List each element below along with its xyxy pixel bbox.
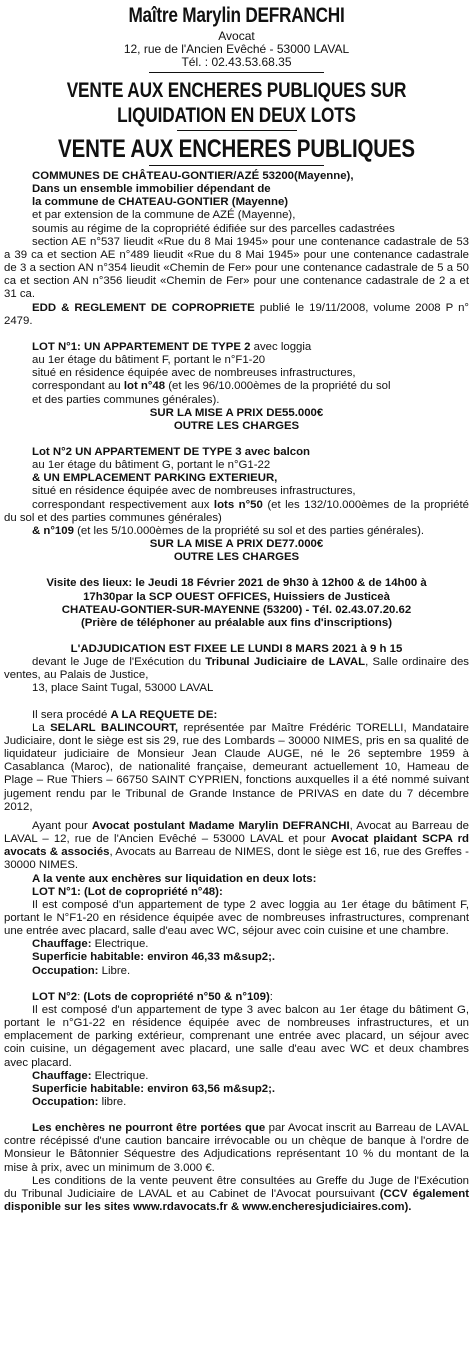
requete-text: La [32,721,51,734]
lot2-label: LOT N°2 [32,990,78,1003]
main-title: VENTE AUX ENCHERES PUBLIQUES SUR LIQUIDATION EN DEUX LOTS [66,79,407,127]
lot2-text: (et les 132/10.000èmes de la propriété du sol et des parties communes générales) [4,498,469,524]
divider [177,130,297,131]
parcels-paragraph: section AE n°537 lieudit «Rue du 8 Mai 1945» pour une contenance cadastrale de 53 a 39 ca et section AE n°489 lieudit «Rue du 8 Mai 1945» pour une contenance cadastrale de 3 a section AN n°354 lieudit «Chemin de Fer» pour une contenance cadastrale de 5 a 50 ca et section AN n°356 lieudit «Chemin de Fer» pour une contenance cadastrale de 2 a et 31 ca. [4,235,469,301]
lot1-lot-number: lot n°48 [123,380,166,393]
avocat-paragraph [4,820,469,873]
vente-lot1-title: LOT N°1: (Lot de copropriété n°48): [32,885,223,898]
vente-title: A la vente aux enchères sur liquidation en deux lots: [32,872,317,885]
requete-label: A LA REQUETE DE: [110,708,218,721]
requete-text: Il sera procédé [32,708,111,721]
lot1-price: SUR LA MISE A PRIX DE55.000€ [149,406,324,419]
lot1-title [4,341,469,354]
lot2-line [4,525,469,538]
encheres-paragraph [4,1122,469,1175]
lawyer-address: 12, rue de l'Ancien Evêché - 53000 LAVAL [123,42,350,56]
divider [149,165,324,166]
lawyer-name: Maître Marylin DEFRANCHI [128,4,345,27]
adjudication-text: , Salle ordinaire des ventes, au Palais de Justice, [4,656,469,682]
occupation-value: Libre. [98,964,131,977]
chauffage-value: Electrique. [91,1069,149,1082]
vente-lot2-occupation [4,1096,469,1109]
edd-text: publié le 19/11/2008, volume 2008 P n° 2479. [4,301,469,327]
visit-line: Visite des lieux: le Jeudi 18 Février 2021 de 9h30 à 12h00 & de 14h00 à [46,577,427,590]
lot2-sep: : [269,990,273,1003]
vente-lot2-surface: Superficie habitable: environ 63,56 m&sup2;. [32,1082,276,1095]
lot2-line: au 1er étage du bâtiment G, portant le n°G1-22 [32,459,271,472]
vente-lot1-desc: Il est composé d'un appartement de type 2 avec loggia au 1er étage du bâtiment F, portant le N°F1-20 en résidence équipée avec de nombreuses infrastructures, comprenant une entrée avec placard, salle d'eau avec WC, séjour avec coin cuisine et une chambre. [4,898,469,938]
avocat-text: Ayant pour [32,819,92,832]
adjudication-location [4,656,469,682]
lot2-title: Lot N°2 UN APPARTEMENT DE TYPE 3 avec balcon [32,445,310,458]
lot1-text: correspondant au [32,380,124,393]
lot2-charges: OUTRE LES CHARGES [173,551,300,564]
extension-line: et par extension de la commune de AZÉ (Mayenne), [32,209,296,222]
requete-intro [4,709,469,722]
avocat-text: , Avocat au Barreau de LAVAL – 12, rue de l'Ancien Evêché – 53000 LAVAL et pour [4,819,469,846]
conditions-paragraph [4,1175,469,1214]
avocat-plaidant: Avocat plaidant SCPA rd avocats & associés [4,833,469,859]
chauffage-label: Chauffage: [32,938,92,951]
vente-lot2-chauffage [4,1070,469,1083]
visit-line: 17h30par la SCP OUEST OFFICES, Huissiers de Justiceà [83,590,390,603]
sub-title: VENTE AUX ENCHERES PUBLIQUES [58,135,415,163]
notice-body [4,170,469,1214]
lot2-text: correspondant respectivement aux [32,498,214,511]
ccv-websites: (CCV également disponible sur les sites www.rdavocats.fr & www.encheresjudiciaires.com). [4,1187,469,1214]
avocat-text: , Avocats au Barreau de NIMES, dont le siège est 16, rue des Greffes - 30000 NIMES. [4,846,469,872]
avocat-postulant: Avocat postulant Madame Marylin DEFRANCHI [91,819,350,832]
lot2-line [4,499,469,525]
requete-text: représentée par Maître Frédéric TORELLI, Mandataire Judiciaire, dont le siège est sis 29, rue des Lombards – 30000 NIMES, pris en sa qualité de liquidateur judiciaire de Monsieur Jean Claude AUGE, né le 26 septembre 1959 à Casablanca (Maroc), de nationalité française, demeurant actuellement 10, Hameau de Plage – Rue Thiers – 66750 SAINT CYPRIEN, fonctions auxquelles il a été nommé suivant jugement rendu par le Tribunal de Grande Instance de PRIVAS en date du 7 décembre 2012, [4,721,470,813]
vente-lot1-occupation [4,965,469,978]
visit-line: (Prière de téléphoner au préalable aux fins d'inscriptions) [81,616,392,629]
lawyer-role: Avocat [218,29,255,43]
creditor-name: SELARL BALINCOURT, [50,721,179,734]
requete-paragraph [4,722,469,814]
vente-lot1-chauffage [4,938,469,951]
occupation-label: Occupation: [32,964,99,977]
lot1-line: au 1er étage du bâtiment F, portant le n°F1-20 [32,354,266,367]
lot2-lots: (Lots de copropriété n°50 & n°109) [83,990,270,1003]
occupation-label: Occupation: [32,1096,99,1108]
commune-line-2: Dans un ensemble immobilier dépendant de [32,183,271,196]
lot1-line: situé en résidence équipée avec de nombreuses infrastructures, [32,367,356,380]
occupation-value: libre. [98,1096,127,1108]
conditions-text: Les conditions de la vente peuvent être consultées au Greffe du Juge de l'Exécution du Tribunal Judiciaire de LAVAL et au Cabinet de l'Avocat poursuivant [4,1174,469,1200]
adjudication-text: devant le Juge de l'Exécution du [32,656,206,669]
chauffage-value: Electrique. [91,938,149,951]
vente-lot1-surface: Superficie habitable: environ 46,33 m&sup2;. [32,951,276,964]
commune-line-1: COMMUNES DE CHÂTEAU-GONTIER/AZÉ 53200(Mayenne), [32,170,354,182]
lot1-text: (et les 96/10.000èmes de la propriété du sol [165,380,391,393]
lot2-sep: : [77,990,84,1003]
encheres-text: par Avocat inscrit au Barreau de LAVAL contre récépissé d'une caution bancaire irrévocable ou un chèque de banque à l'ordre de Monsieur le Bâtonnier Séquestre des Adjudications représentant 10 % du montant de la mise à prix, avec un minimum de 3.000 €. [4,1122,469,1174]
lot1-title-rest: avec loggia [250,340,312,353]
adjudication-title: L'ADJUDICATION EST FIXEE LE LUNDI 8 MARS 2021 à 9 h 15 [70,643,403,655]
lot2-lot-number: lots n°50 [213,498,263,511]
lot1-line [4,380,469,393]
divider [149,72,324,73]
visit-line: CHATEAU-GONTIER-SUR-MAYENNE (53200) - Tél. 02.43.07.20.62 [61,603,412,616]
commune-line-3: la commune de CHATEAU-GONTIER (Mayenne) [32,196,289,209]
adjudication-address: 13, place Saint Tugal, 53000 LAVAL [32,682,214,695]
lot1-title-bold: LOT N°1: UN APPARTEMENT DE TYPE 2 [32,340,251,353]
lot1-charges: OUTRE LES CHARGES [173,419,300,432]
vente-lot2-title [4,991,469,1004]
regime-line: soumis au régime de la copropriété édifiée sur des parcelles cadastrées [32,222,395,235]
lot2-price: SUR LA MISE A PRIX DE77.000€ [149,538,324,551]
chauffage-label: Chauffage: [32,1069,92,1082]
edd-label: EDD & REGLEMENT DE COPROPRIETE [32,301,255,314]
lot2-parking: & UN EMPLACEMENT PARKING EXTERIEUR, [32,472,278,485]
lot1-line: et des parties communes générales). [32,393,220,406]
lawyer-phone: Tél. : 02.43.53.68.35 [181,55,292,69]
edd-paragraph [4,302,469,328]
tribunal-name: Tribunal Judiciaire de LAVAL [205,656,366,669]
header [4,2,469,73]
encheres-label: Les enchères ne pourront être portées que [32,1122,266,1135]
vente-lot2-desc: Il est composé d'un appartement de type 3 avec balcon au 1er étage du bâtiment G, portant le n°G1-22 en résidence équipée avec de nombreuses infrastructures, et un emplacement de parking extérieur, comprenant une entrée avec placard, un séjour avec coin cuisine, un dégagement avec placard, une salle d'eau avec WC et deux chambres avec placard. [4,1003,469,1069]
lot2-line: situé en résidence équipée avec de nombreuses infrastructures, [32,485,356,498]
lot2-lot-number: & n°109 [32,524,74,537]
lot2-text: (et les 5/10.000èmes de la propriété su sol et des parties générales). [73,524,425,537]
